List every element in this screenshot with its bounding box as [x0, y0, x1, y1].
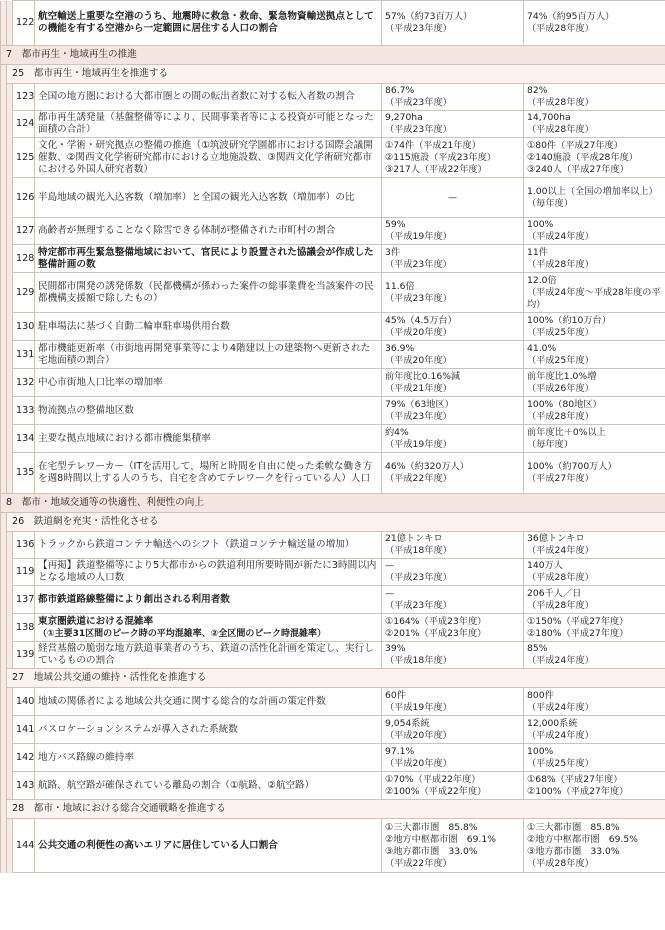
indicator-text: 航路、航空路が確保されている離島の割合（①航路、②航空路）	[35, 772, 382, 800]
indicator-text: 航空輸送上重要な空港のうち、地震時に救急・救命、緊急物資輸送拠点としての機能を有する空港から一定範囲に居住する人口の割合	[35, 1, 382, 46]
indicator-text: 半島地域の観光入込客数（増加率）と全国の観光入込客数（増加率）の比	[35, 178, 382, 218]
target-value: 74%（約95百万人） （平成28年度）	[524, 1, 665, 46]
table-row: 129 民間都市開発の誘発係数（民都機構が係わった案件の総事業費を当該案件の民都機構支援額で除したもの） 11.6倍 （平成23年度） 12.0倍 （平成24年度〜平成28年度の平均）	[1, 273, 665, 313]
table-row: 144 公共交通の利便性の高いエリアに居住している人口割合 ①三大都市圏 85.8% ②地方中枢都市圏 69.1% ③地方都市圏 33.0% （平成22年度） ①三大都市圏 85.8% ②地方中枢都市圏 69.5% ③地方都市圏 33.0% （平成28年度）	[1, 819, 665, 873]
table-row	[1, 1, 665, 46]
table-row: 130 駐車場法に基づく自動二輪車駐車場供用台数 45%（4.5万台） （平成20年度） 100%（約10万台） （平成25年度）	[1, 313, 665, 341]
section-header: 8 都市・地域交通等の快適性、利便性の向上	[1, 494, 665, 513]
indicator-text: 在宅型テレワーカー（ITを活用して、場所と時間を自由に使った柔軟な働き方を週8時間以上する人のうち、自宅を含めてテレワークを行っている人）人口	[35, 453, 382, 494]
table-row: 134 主要な拠点地域における都市機能集積率 約4% （平成19年度） 前年度比＋0%以上 （毎年度）	[1, 425, 665, 453]
indicator-text: 都市再生誘発量（基盤整備等により、民間事業者等による投資が可能となった面積の合計）	[35, 111, 382, 138]
indicator-text: 高齢者が無理することなく除雪できる体制が整備された市町村の割合	[35, 218, 382, 245]
indicator-text: トラックから鉄道コンテナ輸送へのシフト（鉄道コンテナ輸送量の増加）	[35, 532, 382, 559]
indicator-text: 物流拠点の整備地区数	[35, 397, 382, 425]
table-row: 132 中心市街地人口比率の増加率 前年度比0.16%減 （平成21年度） 前年度比1.0%増 （平成26年度）	[1, 369, 665, 397]
indicator-text: 主要な拠点地域における都市機能集積率	[35, 425, 382, 453]
subsection-header: 26 鉄道網を充実・活性化させる	[1, 513, 665, 532]
table-row: 126 半島地域の観光入込客数（増加率）と全国の観光入込客数（増加率）の比 — 1.00以上（全国の増加率以上） （毎年度）	[1, 178, 665, 218]
table-row: 127 高齢者が無理することなく除雪できる体制が整備された市町村の割合 59% （平成19年度） 100% （平成24年度）	[1, 218, 665, 245]
indicator-text: 経営基盤の脆弱な地方鉄道事業者のうち、鉄道の活性化計画を策定し、実行しているものの割合	[35, 642, 382, 669]
table-row: 142 地方バス路線の維持率 97.1% （平成20年度） 100% （平成25年度）	[1, 744, 665, 772]
table-row: 136 トラックから鉄道コンテナ輸送へのシフト（鉄道コンテナ輸送量の増加） 21億トンキロ （平成18年度） 36億トンキロ （平成24年度）	[1, 532, 665, 559]
indicator-text: 駐車場法に基づく自動二輪車駐車場供用台数	[35, 313, 382, 341]
row-number: 122	[13, 1, 35, 46]
indicator-text: 都市鉄道路線整備により創出される利用者数	[35, 586, 382, 614]
table-row: 140 地域の関係者による地域公共交通に関する総合的な計画の策定件数 60件 （平成19年度） 800件 （平成24年度）	[1, 688, 665, 716]
indicator-text: 地域の関係者による地域公共交通に関する総合的な計画の策定件数	[35, 688, 382, 716]
indicator-text: バスロケーションシステムが導入された系統数	[35, 716, 382, 744]
subsection-header: 25 都市再生・地域再生を推進する	[1, 65, 665, 84]
table-row: 141 バスロケーションシステムが導入された系統数 9,054系統 （平成20年度） 12,000系統 （平成24年度）	[1, 716, 665, 744]
table-row: 133 物流拠点の整備地区数 79%（63地区） （平成23年度） 100%（80地区） （平成28年度）	[1, 397, 665, 425]
table-row: 128 特定都市再生緊急整備地域において、官民により設置された協議会が作成した整備計画の数 3件 （平成23年度） 11件 （平成28年度）	[1, 245, 665, 273]
indicator-text: 都市機能更新率（市街地再開発事業等により4階建以上の建築物へ更新された宅地面積の割合）	[35, 341, 382, 369]
subsection-header: 28 都市・地域における総合交通戦略を推進する	[1, 800, 665, 819]
table-row: 143 航路、航空路が確保されている離島の割合（①航路、②航空路） ①70%（平成22年度） ②100%（平成22年度） ①68%（平成27年度） ②100%（平成27年度）	[1, 772, 665, 800]
section-header: 7 都市再生・地域再生の推進	[1, 46, 665, 65]
table-row: 131 都市機能更新率（市街地再開発事業等により4階建以上の建築物へ更新された宅地面積の割合） 36.9% （平成20年度） 41.0% （平成25年度）	[1, 341, 665, 369]
table-row: 119 【再掲】鉄道整備等により5大都市からの鉄道利用所要時間が新たに3時間以内となる地域の人口数 — （平成23年度） 140万人 （平成28年度）	[1, 559, 665, 586]
indicator-text: 地方バス路線の維持率	[35, 744, 382, 772]
table-row: 123 全国の地方圏における大都市圏との間の転出者数に対する転入者数の割合 86.7% （平成23年度） 82% （平成28年度）	[1, 84, 665, 111]
indicator-text: 特定都市再生緊急整備地域において、官民により設置された協議会が作成した整備計画の数	[35, 245, 382, 273]
subsection-header: 27 地域公共交通の維持・活性化を推進する	[1, 669, 665, 688]
baseline-value: 57%（約73百万人） （平成23年度）	[382, 1, 524, 46]
table-row: 137 都市鉄道路線整備により創出される利用者数 — （平成23年度） 206千人／日 （平成28年度）	[1, 586, 665, 614]
table-row: 124 都市再生誘発量（基盤整備等により、民間事業者等による投資が可能となった面積の合計） 9,270ha （平成23年度） 14,700ha （平成28年度）	[1, 111, 665, 138]
indicator-text: 公共交通の利便性の高いエリアに居住している人口割合	[35, 819, 382, 873]
table-row: 125 文化・学術・研究拠点の整備の推進（①筑波研究学園都市における国際会議開催数、②関西文化学術研究都市における立地施設数、③関西文化学術研究都市における外国人研究者数） ①74件（平成21年度） ②115施設（平成23年度） ③217人（平成22年度） ①80件（平成27年度） ②140施設（平成28年度） ③240人（平成27年度）	[1, 138, 665, 178]
table-row: 135 在宅型テレワーカー（ITを活用して、場所と時間を自由に使った柔軟な働き方を週8時間以上する人のうち、自宅を含めてテレワークを行っている人）人口 46%（約320万人） （平成22年度） 100%（約700万人） （平成27年度）	[1, 453, 665, 494]
indicator-text: 全国の地方圏における大都市圏との間の転出者数に対する転入者数の割合	[35, 84, 382, 111]
indicator-text: 文化・学術・研究拠点の整備の推進（①筑波研究学園都市における国際会議開催数、②関西文化学術研究都市における立地施設数、③関西文化学術研究都市における外国人研究者数）	[35, 138, 382, 178]
indicator-text: 東京圏鉄道における混雑率 （①主要31区間のピーク時の平均混雑率、②全区間のピーク時混雑率）	[35, 614, 382, 642]
table-row: 138 東京圏鉄道における混雑率 （①主要31区間のピーク時の平均混雑率、②全区間のピーク時混雑率） ①164%（平成23年度） ②201%（平成23年度） ①150%（平成27年度） ②180%（平成27年度）	[1, 614, 665, 642]
indicator-text: 民間都市開発の誘発係数（民都機構が係わった案件の総事業費を当該案件の民都機構支援額で除したもの）	[35, 273, 382, 313]
indicator-text: 中心市街地人口比率の増加率	[35, 369, 382, 397]
indicator-text: 【再掲】鉄道整備等により5大都市からの鉄道利用所要時間が新たに3時間以内となる地域の人口数	[35, 559, 382, 586]
table-row: 139 経営基盤の脆弱な地方鉄道事業者のうち、鉄道の活性化計画を策定し、実行しているものの割合 39% （平成18年度） 85% （平成24年度）	[1, 642, 665, 669]
